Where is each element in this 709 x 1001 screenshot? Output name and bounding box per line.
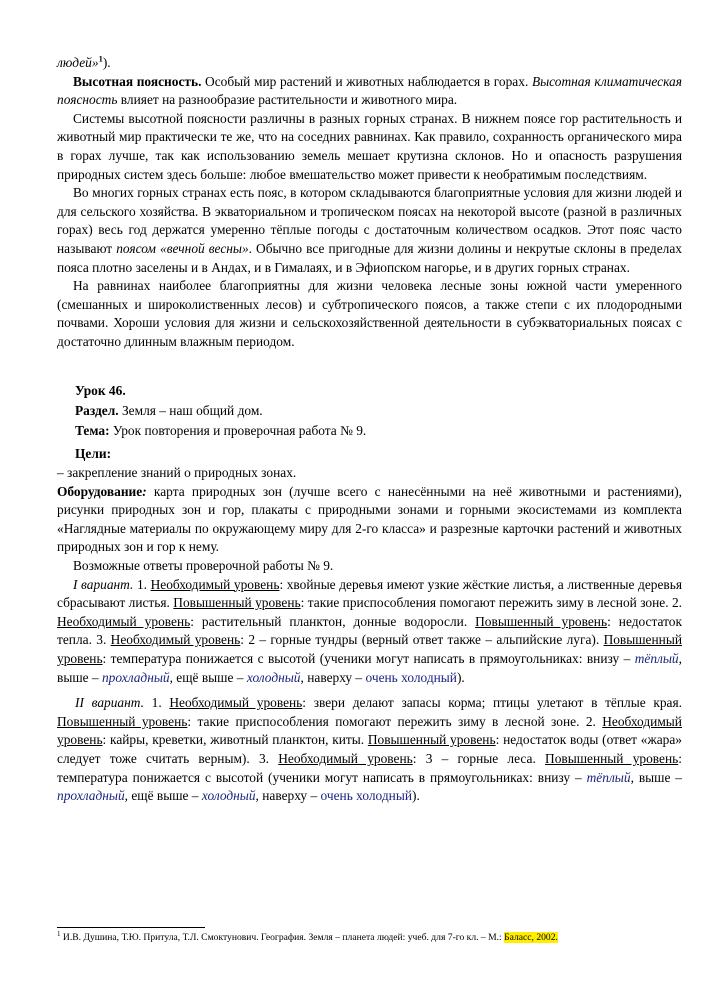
v1-a1: : хвойные деревья имеют узкие жёсткие листья, а лиственные деревья сбрасывают листья. (57, 576, 682, 611)
footnote-text: И.В. Душина, Т.Ю. Притула, Т.Л. Смоктунович. География. Земля – планета людей: учеб. для 7-го кл. – М.: (60, 932, 505, 943)
required-level: Необходимый уровень (57, 613, 191, 629)
v2-sep: , наверху – (255, 788, 321, 804)
footnote-divider (57, 927, 205, 928)
plains-paragraph: На равнинах наиболее благоприятны для жизни человека лесные зоны южной части умеренного (смешанных и широколиственных лесов) и субтропического поясов, а также степи с их плодородными почвами. Хороши условия для жизни и сельскохозяйственной деятельности в субэкваториальных поясах с достаточно длинным влажным периодом. (57, 278, 682, 349)
belt-term: поясом «вечной весны» (116, 240, 249, 256)
v1-end: ). (456, 669, 465, 685)
equipment-text: карта природных зон (лучше всего с нанесёнными на неё животными и растениями), рисунки природных зон и гор, плакаты с природными зонами и горными экосистемами из комплекта «Наглядные материалы по окружающему миру для 2-го класса» и разрезные карточки растений и животных природных зон и гор к нему. (57, 483, 682, 555)
answer-warm: тёплый (586, 769, 631, 785)
continuation-line (57, 54, 682, 73)
altitude-term: Высотная климатическая поясность (57, 73, 682, 108)
required-level: Необходимый уровень (110, 632, 241, 648)
goals-label: Цели: (75, 446, 112, 461)
required-level: Необходимый уровень (169, 695, 303, 711)
answer-very-cold: очень холодный (365, 669, 457, 685)
variant-2-label: II вариант. (75, 695, 144, 711)
systems-paragraph: Системы высотной поясности различны в разных горных странах. В нижнем поясе гор растительность и животный мир практически те же, что на соседних равнинах. Как правило, сохранность органического мира в горах лучше, так как использованию земель мешает крутизна склонов. Но и опасность разрушения природных систем здесь больше: любое вмешательство может привести к необратимым последствиям. (57, 110, 682, 182)
advanced-level: Повышенный уровень (173, 595, 301, 611)
v1-a6: : температура понижается с высотой (ученики могут написать в прямоугольниках: внизу – (102, 650, 635, 666)
equipment-colon: : (142, 483, 147, 499)
answer-cold: холодный (201, 788, 256, 804)
variant-2-paragraph (57, 694, 682, 806)
altitude-text: Особый мир растений и животных наблюдается в горах. (201, 73, 532, 89)
v2-a1: : звери делают запасы корма; птицы улетают в тёплые края. (302, 695, 682, 711)
footnote-publisher-highlight: Баласс, 2002. (504, 932, 558, 943)
v2-a6: : температура понижается с высотой (ученики могут написать в прямоугольниках: внизу – (57, 750, 682, 785)
lesson-number: Урок 46. (75, 383, 126, 398)
v2-a5: : 3 – горные леса. (412, 750, 546, 766)
v2-sep: , ещё выше – (124, 788, 202, 804)
belt-text-2: . Обычно все пригодные для жизни долины и некрутые склоны в пределах пояса плотно заселены и в Андах, и в Гималаях, и в Эфиопском нагорье, и в других горных странах. (57, 240, 682, 275)
v2-t1: 1. (143, 695, 170, 711)
v1-a4: : недостаток тепла. 3. (57, 613, 682, 648)
v1-a3: : растительный планктон, донные водоросли. (190, 613, 476, 629)
v1-sep: , выше – (57, 650, 682, 685)
lesson-block (57, 381, 682, 806)
advanced-level: Повышенный уровень (57, 632, 682, 666)
advanced-level: Повышенный уровень (367, 732, 496, 748)
lesson-topic (57, 421, 682, 441)
v1-a5: : 2 – горные тундры (верный ответ также – альпийские луга). (240, 632, 604, 648)
continuation-end: ). (102, 55, 111, 70)
section-label: Раздел. (75, 403, 119, 418)
answer-cool: прохладный (101, 669, 170, 685)
goal-item: – закрепление знаний о природных зонах. (57, 465, 297, 480)
variant-1-paragraph (57, 576, 682, 688)
required-level: Необходимый уровень (57, 713, 682, 748)
required-level: Необходимый уровень (150, 576, 280, 592)
v1-sep: , ещё выше – (169, 669, 247, 685)
altitude-heading: Высотная поясность. (73, 73, 202, 89)
answer-cool: прохладный (57, 788, 125, 804)
variant-1-label: I вариант. (73, 576, 134, 592)
footnote (57, 929, 558, 944)
v2-a2: : такие приспособления помогают пережить зиму в лесной зоне. 2. (187, 713, 603, 729)
topic-label: Тема: (75, 423, 110, 438)
belt-text-1: Во многих горных странах есть пояс, в котором складываются благоприятные условия для жизни людей и для сельского хозяйства. В экваториальном и тропическом поясах на некоторой высоте (разной в различных горах) весь год держатся умеренно тёплые погоды с достаточным количеством осадков. Этот пояс часто называют (57, 185, 682, 256)
answer-cold: холодный (246, 669, 301, 685)
footnote-mark: 1 (57, 929, 61, 938)
belt-paragraph (57, 184, 682, 277)
v2-sep: , выше – (630, 769, 683, 785)
v2-end: ). (412, 788, 420, 804)
advanced-level: Повышенный уровень (57, 713, 188, 729)
equipment-label: Оборудование (57, 483, 143, 499)
continuation-text: людей» (57, 55, 99, 70)
lesson-section (57, 401, 682, 421)
footnote-ref: 1 (98, 53, 103, 64)
required-level: Необходимый уровень (278, 750, 413, 766)
main-text-block (57, 54, 682, 352)
v1-t1: 1. (133, 576, 151, 592)
v2-a3: : кайры, креветки, животный планктон, киты. (102, 732, 368, 748)
equipment-paragraph (57, 483, 682, 557)
answer-very-cold: очень холодный (320, 788, 412, 804)
topic-value: Урок повторения и проверочная работа № 9. (109, 423, 367, 438)
answers-intro: Возможные ответы проверочной работы № 9. (73, 557, 334, 573)
answer-warm: тёплый (634, 650, 679, 666)
advanced-level: Повышенный уровень (545, 750, 679, 766)
v2-a4: : недостаток воды (ответ «жара» следует тоже считать верным). 3. (57, 732, 682, 766)
altitude-text-2: влияет на разнообразие растительности и животного мира. (117, 92, 458, 108)
section-value: Земля – наш общий дом. (118, 403, 263, 418)
altitude-paragraph (57, 73, 682, 110)
v1-sep: , наверху – (300, 669, 366, 685)
v1-a2: : такие приспособления помогают пережить зиму в лесной зоне. 2. (300, 595, 682, 611)
advanced-level: Повышенный уровень (475, 613, 608, 629)
